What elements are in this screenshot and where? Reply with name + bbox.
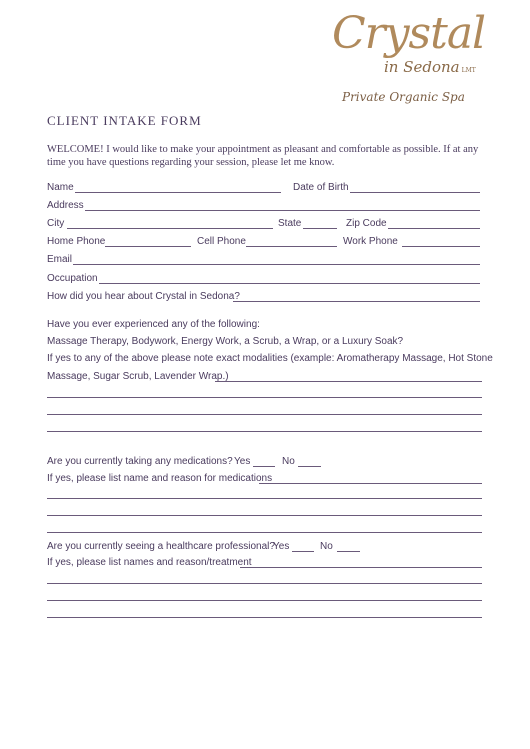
referral-label: How did you hear about Crystal in Sedona? xyxy=(47,291,240,302)
healthcare-no-field[interactable] xyxy=(337,551,360,552)
address-field[interactable] xyxy=(85,210,480,211)
modalities-line[interactable] xyxy=(47,431,482,432)
work-phone-label: Work Phone xyxy=(343,236,398,247)
name-field[interactable] xyxy=(75,192,281,193)
medications-ifyes-label: If yes, please list name and reason for medications xyxy=(47,473,273,484)
cell-phone-label: Cell Phone xyxy=(197,236,246,247)
experience-ifyes-line2: Massage, Sugar Scrub, Lavender Wrap.) xyxy=(47,371,229,382)
zip-field[interactable] xyxy=(388,228,480,229)
experience-list: Massage Therapy, Bodywork, Energy Work, a Scrub, a Wrap, or a Luxury Soak? xyxy=(47,336,404,347)
city-field[interactable] xyxy=(67,228,273,229)
work-phone-field[interactable] xyxy=(402,246,480,247)
modalities-line[interactable] xyxy=(47,397,482,398)
dob-label: Date of Birth xyxy=(293,182,349,193)
form-title: CLIENT INTAKE FORM xyxy=(47,113,202,128)
occupation-field[interactable] xyxy=(99,283,480,284)
logo-tagline: Private Organic Spa xyxy=(342,90,465,104)
zip-label: Zip Code xyxy=(346,218,387,229)
email-row xyxy=(47,253,482,267)
healthcare-question: Are you currently seeing a healthcare professional? xyxy=(47,541,275,552)
healthcare-no-label: No xyxy=(320,541,333,552)
medications-no-label: No xyxy=(282,456,295,467)
logo-sub: in Sedona xyxy=(384,58,460,76)
email-label: Email xyxy=(47,254,73,265)
medications-yes-field[interactable] xyxy=(253,466,275,467)
experience-ifyes-line1: If yes to any of the above please note exact modalities (example: Aromatherapy Massage, Hot Stone xyxy=(47,353,493,364)
medications-no-field[interactable] xyxy=(298,466,321,467)
city-label: City xyxy=(47,218,65,229)
medications-line[interactable] xyxy=(47,498,482,499)
medications-line[interactable] xyxy=(47,515,482,516)
healthcare-ifyes-row xyxy=(47,556,482,570)
occupation-row xyxy=(47,272,482,286)
healthcare-line[interactable] xyxy=(47,600,482,601)
healthcare-line[interactable] xyxy=(47,617,482,618)
referral-field[interactable] xyxy=(233,301,480,302)
state-field[interactable] xyxy=(303,228,337,229)
welcome-text: WELCOME! I would like to make your appointment as pleasant and comfortable as possible. If at any time you have questions regarding your session, please let me know. xyxy=(47,144,479,168)
healthcare-yes-label: Yes xyxy=(273,541,290,552)
name-dob-row xyxy=(47,181,482,195)
healthcare-field[interactable] xyxy=(240,567,482,568)
occupation-label: Occupation xyxy=(47,273,98,284)
experience-question: Have you ever experienced any of the following: xyxy=(47,319,260,330)
home-phone-label: Home Phone xyxy=(47,236,106,247)
healthcare-yes-field[interactable] xyxy=(292,551,314,552)
medications-field[interactable] xyxy=(259,483,482,484)
modalities-field[interactable] xyxy=(215,381,482,382)
cell-phone-field[interactable] xyxy=(246,246,337,247)
modalities-line[interactable] xyxy=(47,414,482,415)
healthcare-ifyes-label: If yes, please list names and reason/treatment xyxy=(47,557,252,568)
referral-row xyxy=(47,290,482,304)
healthcare-line[interactable] xyxy=(47,583,482,584)
medications-question: Are you currently taking any medications? xyxy=(47,456,233,467)
healthcare-row xyxy=(47,540,482,554)
address-label: Address xyxy=(47,200,84,211)
logo-brand: Crystal xyxy=(332,8,486,59)
state-label: State xyxy=(278,218,302,229)
city-row xyxy=(47,217,482,231)
home-phone-field[interactable] xyxy=(105,246,191,247)
experience-ifyes-row xyxy=(47,370,482,384)
name-label: Name xyxy=(47,182,74,193)
medications-ifyes-row xyxy=(47,472,482,486)
dob-field[interactable] xyxy=(350,192,480,193)
medications-line[interactable] xyxy=(47,532,482,533)
medications-yes-label: Yes xyxy=(234,456,251,467)
medications-row xyxy=(47,455,482,469)
spa-logo xyxy=(328,8,488,118)
logo-location xyxy=(384,58,476,76)
logo-lmt: LMT xyxy=(461,67,476,74)
phone-row xyxy=(47,235,482,249)
address-row xyxy=(47,199,482,213)
email-field[interactable] xyxy=(73,264,480,265)
